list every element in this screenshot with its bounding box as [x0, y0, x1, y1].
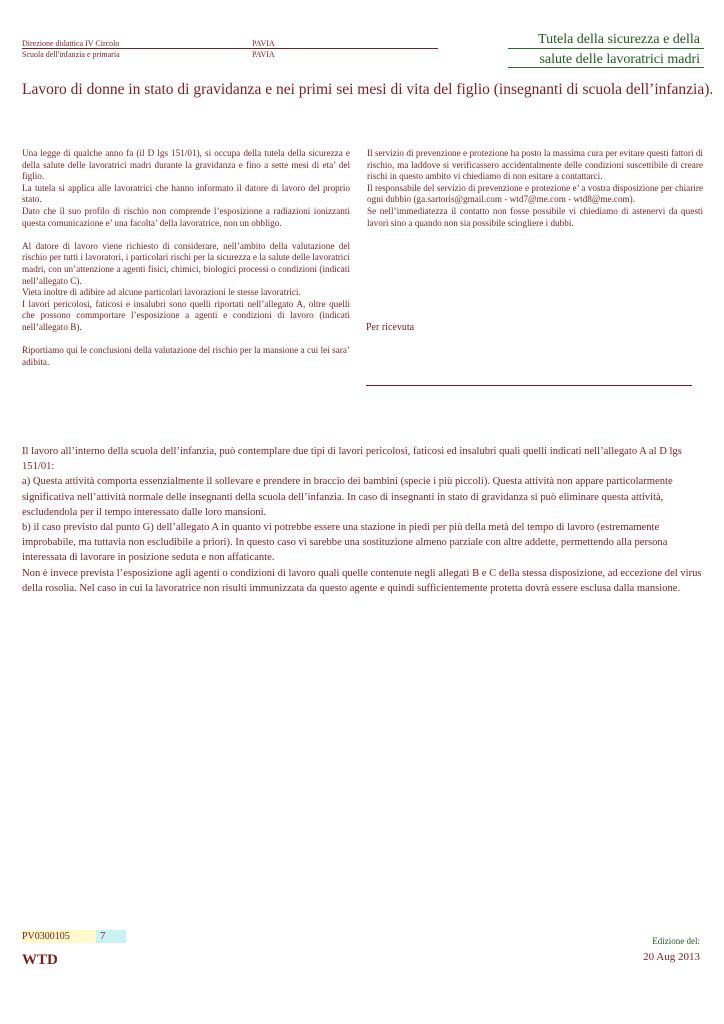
- brand-logo: WTD: [22, 952, 58, 968]
- signature-line: [366, 385, 692, 386]
- edition-label: Edizione del:: [652, 936, 700, 946]
- left-paragraph-2: La tutela si applica alle lavoratrici che hanno informato il datore di lavoro del proprio stato.: [22, 182, 350, 205]
- city-label: PAVIA: [252, 39, 275, 48]
- left-column: [22, 148, 350, 368]
- body-paragraph-conclusion: Non è invece prevista l’esposizione agli agenti o condizioni di lavoro quali quelle contenute negli allegati B e C della stessa disposizione, ad eccezione del virus della rosolia. Nel caso in cui la lavoratrice non risulti immunizzata da questo agente e quindi sufficientemente protetta dovrà essere esclusa dalla mansione.: [22, 567, 702, 594]
- page-title: Lavoro di donne in stato di gravidanza e nei primi sei mesi di vita del figlio (insegnanti di scuola dell’infanzia).: [22, 81, 714, 98]
- city-label-2: PAVIA: [252, 50, 275, 59]
- spacer: [22, 334, 350, 346]
- left-paragraph-3: Dato che il suo profilo di rischio non comprende l’esposizione a radiazioni ionizzanti questa comunicazione e’ una facolta’ della lavoratrice, non un obbligo.: [22, 205, 350, 228]
- body-paragraph-b: b) il caso previsto dal punto G) dell’allegato A in quanto vi potrebbe essere una stazione in piedi per più della metà del tempo di lavoro (estremamente improbabile, ma tuttavia non escludibile a priori). In questo caso vi sarebbe una sostituzione almeno parziale con altre addette, permettendo alla persona interessata di lavorare in posizione seduta e non affaticante.: [22, 522, 668, 564]
- right-paragraph-3: Se nell’immediatezza il contatto non fosse possibile vi chiediamo di astenervi da questi lavori sino a quando non sia possibile sciogliere i dubbi.: [367, 205, 703, 228]
- header-title-line1: Tutela della sicurezza e della: [538, 32, 700, 47]
- edition-date: 20 Aug 2013: [643, 951, 700, 963]
- receipt-label: Per ricevuta: [366, 322, 415, 333]
- body-paragraph-intro: Il lavoro all’interno della scuola dell’infanzia, può contemplare due tipi di lavori pericolosi, faticosi ed insalubri quali quelli indicati nell’allegato A al D lgs 151/01:: [22, 446, 682, 473]
- document-code: PV0300105: [22, 930, 96, 943]
- left-paragraph-5: Vieta inoltre di adibire ad alcune particolari lavorazioni le stesse lavoratrici.: [22, 287, 301, 298]
- body-paragraph-a: a) Questa attività comporta essenzialmente il sollevare e prendere in braccio dei bambini (specie i più piccoli). Questa attività non appare particolarmente significativa nell’attività normale delle insegnanti della scuola dell’infanzia. In caso di insegnanti in stato di gravidanza si può eliminare questa attività, escludendola per il tempo interessato dalle loro mansioni.: [22, 476, 673, 518]
- header-title-underline: [508, 67, 704, 68]
- left-paragraph-4: Al datore di lavoro viene richiesto di considerare, nell’ambito della valutazione del rischio per tutti i lavoratori, i particolari rischi per la sicurezza e la salute delle lavoratrici madri, con un’attenzione a agenti fisici, chimici, biologici processi o condizioni (indicati nell’allegato C).: [22, 240, 350, 286]
- right-paragraph-2: Il responsabile del servizio di prevenzione e protezione e’ a vostra disposizione per chiarire ogni dubbio (ga.sartoris@gmail.com - wtd7@me.com - wtd8@me.com).: [367, 182, 703, 205]
- page-number: 7: [96, 930, 126, 943]
- left-paragraph-6: I lavori pericolosi, faticosi e insalubri sono quelli riportati nell’allegato A, oltre quelli che possono commportare l’esposizione a agenti e condizioni di lavoro (indicati nell’allegato B).: [22, 298, 350, 332]
- org-school: Scuola dell'infanzia e primaria: [22, 50, 120, 59]
- header-title-divider: [508, 48, 704, 49]
- left-paragraph-1: Una legge di qualche anno fa (il D lgs 151/01), si occupa della tutela della sicurezza e della salute delle lavoratrici madri durante la gravidanza e fino a sette mesi di eta’ del figlio.: [22, 148, 350, 182]
- right-column: [367, 148, 703, 229]
- spacer: [22, 229, 350, 241]
- header-divider: [22, 48, 438, 49]
- org-name: Direzione didattica IV Circolo: [22, 39, 120, 48]
- left-paragraph-7: Riportiamo qui le conclusioni della valutazione del rischio per la mansione a cui lei sara’ adibita.: [22, 345, 350, 367]
- right-paragraph-1: Il servizio di prevenzione e protezione ha posto la massima cura per evitare questi fattori di rischio, ma laddove si verificassero accidentalmente delle condizioni suscettibile di creare rischi in questo ambito vi chiediamo di non esitare a contattarci.: [367, 148, 703, 182]
- body-text: [22, 444, 702, 596]
- header-title-line2: salute delle lavoratrici madri: [539, 52, 700, 67]
